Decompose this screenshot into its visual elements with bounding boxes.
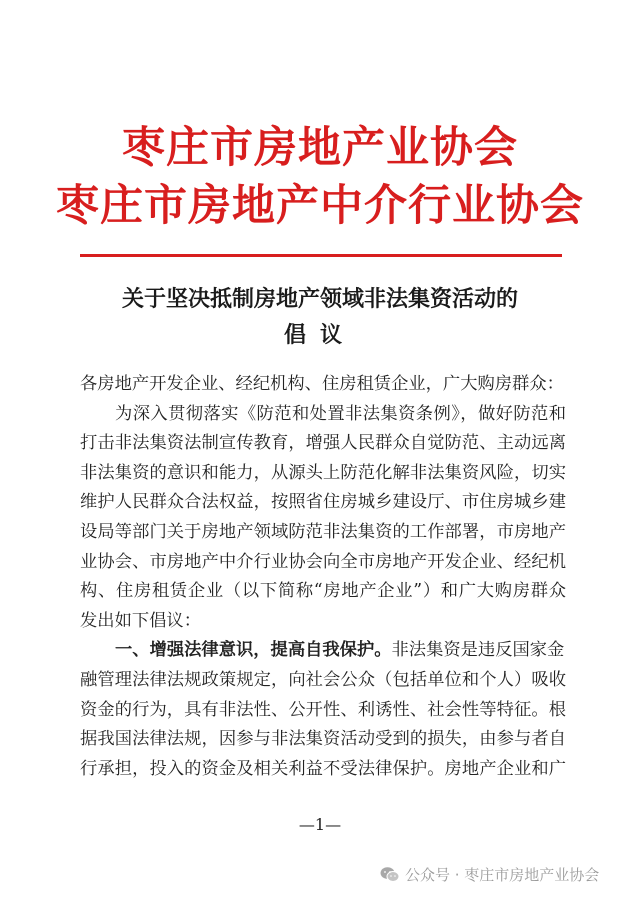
document-title-line2: 倡议 — [283, 322, 356, 348]
section-1-text: 非法集资是违反国家金 — [391, 640, 565, 661]
paragraph-line: 资金的行为，具有非法性、公开性、利诱性、社会性等特征。根 — [80, 699, 566, 720]
wechat-icon — [380, 866, 400, 883]
document-body — [80, 370, 566, 784]
paragraph-line: 据我国法律法规，因参与非法集资活动受到的损失，由参与者自 — [80, 729, 566, 750]
section-1-heading: 一、增强法律意识，提高自我保护。 — [115, 640, 392, 661]
red-divider — [80, 254, 562, 257]
watermark — [380, 862, 599, 886]
issuer-name-1: 枣庄市房地产业协会 — [122, 123, 518, 173]
salutation: 各房地产开发企业、经纪机构、住房租赁企业，广大购房群众： — [80, 374, 564, 394]
paragraph-line: 非法集资的意识和能力，从源头上防范化解非法集资风险，切实 — [80, 462, 566, 483]
paragraph-line: 构、住房租赁企业（以下简称“房地产企业”）和广大购房群众 — [80, 581, 566, 602]
page-number: —1— — [298, 815, 342, 834]
paragraph-line: 业协会、市房地产中介行业协会向全市房地产开发企业、经纪机 — [80, 551, 566, 572]
issuer-name-2: 枣庄市房地产中介行业协会 — [56, 181, 584, 231]
document-title-line1: 关于坚决抵制房地产领域非法集资活动的 — [121, 286, 518, 312]
paragraph-line: 行承担，投入的资金及相关利益不受法律保护。房地产企业和广 — [80, 758, 566, 779]
paragraph-line: 为深入贯彻落实《防范和处置非法集资条例》，做好防范和 — [115, 403, 566, 424]
paragraph-line: 打击非法集资法制宣传教育，增强人民群众自觉防范、主动远离 — [80, 433, 566, 454]
paragraph-line: 融管理法律法规政策规定，向社会公众（包括单位和个人）吸收 — [80, 669, 566, 690]
watermark-text: 公众号 · 枣庄市房地产业协会 — [405, 865, 600, 884]
paragraph-line: 维护人民群众合法权益，按照省住房城乡建设厅、市住房城乡建 — [80, 492, 566, 513]
paragraph-line: 发出如下倡议： — [80, 610, 201, 631]
paragraph-line: 设局等部门关于房地产领域防范非法集资的工作部署，市房地产 — [80, 521, 566, 542]
section-1-first-line — [80, 636, 566, 666]
